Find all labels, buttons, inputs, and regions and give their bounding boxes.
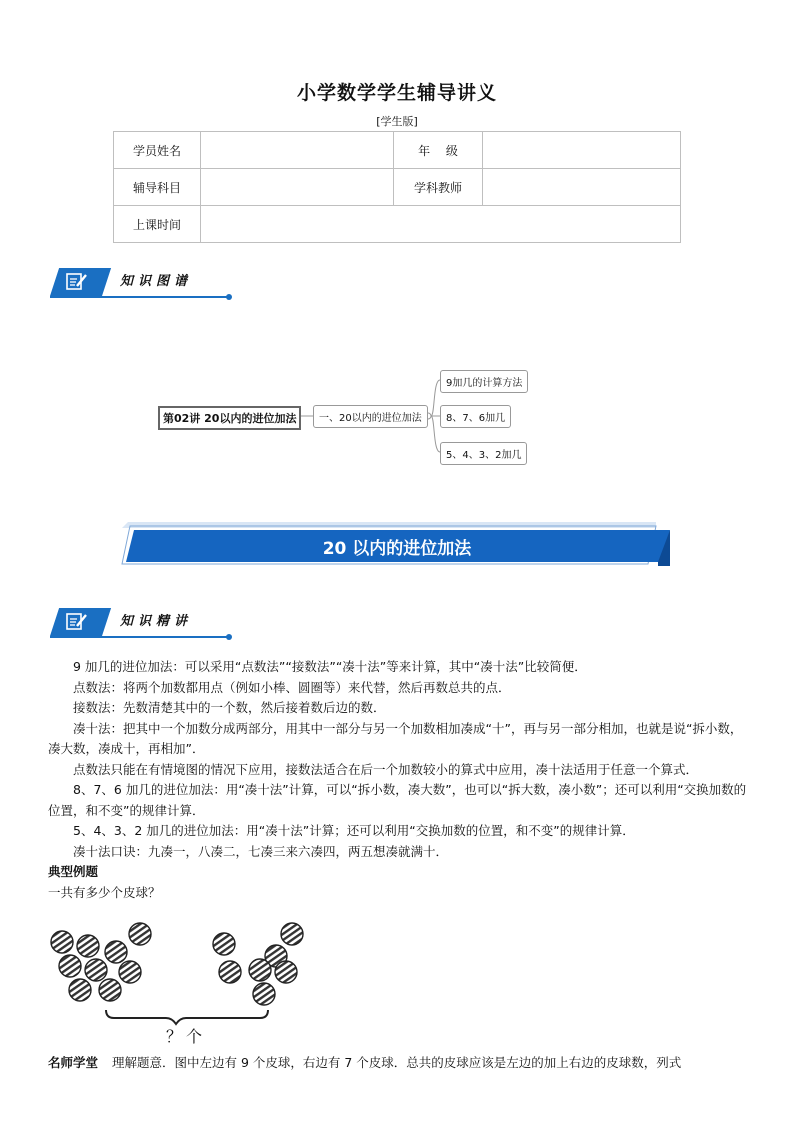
example-heading: 典型例题	[48, 864, 99, 879]
class-time-field[interactable]	[201, 206, 681, 243]
lesson-body	[48, 657, 748, 903]
section-label: 知识图谱	[120, 274, 193, 289]
chapter-title: 20 以内的进位加法	[322, 539, 472, 559]
paragraph: 凑十法：把其中一个加数分成两部分，用其中一部分与另一个加数相加凑成“十”，再与另一部分相加，也就是说“拆小数，凑大数，凑成十，再相加”．	[48, 720, 743, 756]
page-title: 小学数学学生辅导讲义	[296, 82, 497, 104]
analysis-text: 理解题意．图中左边有 9 个皮球，右边有 7 个皮球．总共的皮球应该是左边的加上右边的皮球数，列式	[112, 1055, 682, 1070]
paragraph: 点数法只能在有情境图的情况下应用，接数法适合在后一个加数较小的算式中应用，凑十法适用于任意一个算式．	[73, 761, 699, 777]
class-time-label: 上课时间	[114, 206, 201, 243]
subject-field[interactable]	[201, 169, 394, 206]
student-info-table	[113, 131, 681, 243]
curly-brace	[106, 1010, 268, 1024]
subject-label: 辅导科目	[114, 169, 201, 206]
section-label: 知识精讲	[120, 614, 193, 629]
analysis-label: 名师学堂	[48, 1055, 99, 1070]
divider	[50, 636, 230, 638]
paragraph: 8、7、6 加几的进位加法：用“凑十法”计算，可以“拆小数，凑大数”，也可以“拆大数，凑小数”；还可以利用“交换加数的位置，和不变”的规律计算．	[48, 782, 747, 818]
mindmap-leaf-node: 5、4、3、2加几	[440, 442, 527, 465]
mindmap-topic-node: 一、20以内的进位加法	[313, 405, 428, 428]
ball-group-right	[213, 923, 303, 1005]
section-header-knowledge-map	[50, 268, 230, 300]
mindmap-leaf-node: 8、7、6加几	[440, 405, 511, 428]
notepad-pencil-icon	[66, 271, 88, 291]
grade-label: 年 级	[394, 132, 483, 169]
section-header-knowledge-explained	[50, 608, 230, 640]
ball-group-left	[51, 923, 151, 1001]
paragraph: 接数法：先数清楚其中的一个数，然后接着数后边的数．	[73, 700, 386, 715]
paragraph: 5、4、3、2 加几的进位加法：用“凑十法”计算；还可以利用“交换加数的位置，和不变”的规律计算．	[73, 823, 635, 838]
student-name-field[interactable]	[201, 132, 394, 169]
example-question: 一共有多少个皮球？	[48, 884, 161, 900]
divider	[50, 296, 230, 298]
notepad-pencil-icon	[66, 611, 88, 631]
paragraph: 点数法：将两个加数都用点（例如小棒、圆圈等）来代替，然后再数总共的点．	[73, 679, 511, 695]
student-name-label: 学员姓名	[114, 132, 201, 169]
paragraph: 凑十法口诀：九凑一，八凑二，七凑三来六凑四，两五想凑就满十．	[73, 843, 449, 859]
mindmap-root-node: 第02讲 20以内的进位加法	[158, 406, 301, 430]
mindmap-leaf-node: 9加几的计算方法	[440, 370, 528, 393]
teacher-label: 学科教师	[394, 169, 483, 206]
analysis-line	[48, 1053, 681, 1071]
edition-label: [学生版]	[376, 115, 418, 128]
paragraph: 9 加几的进位加法：可以采用“点数法”“接数法”“凑十法”等来计算，其中“凑十法”比较简便．	[73, 659, 587, 674]
teacher-field[interactable]	[483, 169, 681, 206]
grade-field[interactable]	[483, 132, 681, 169]
brace-label: ？个	[166, 1027, 207, 1046]
